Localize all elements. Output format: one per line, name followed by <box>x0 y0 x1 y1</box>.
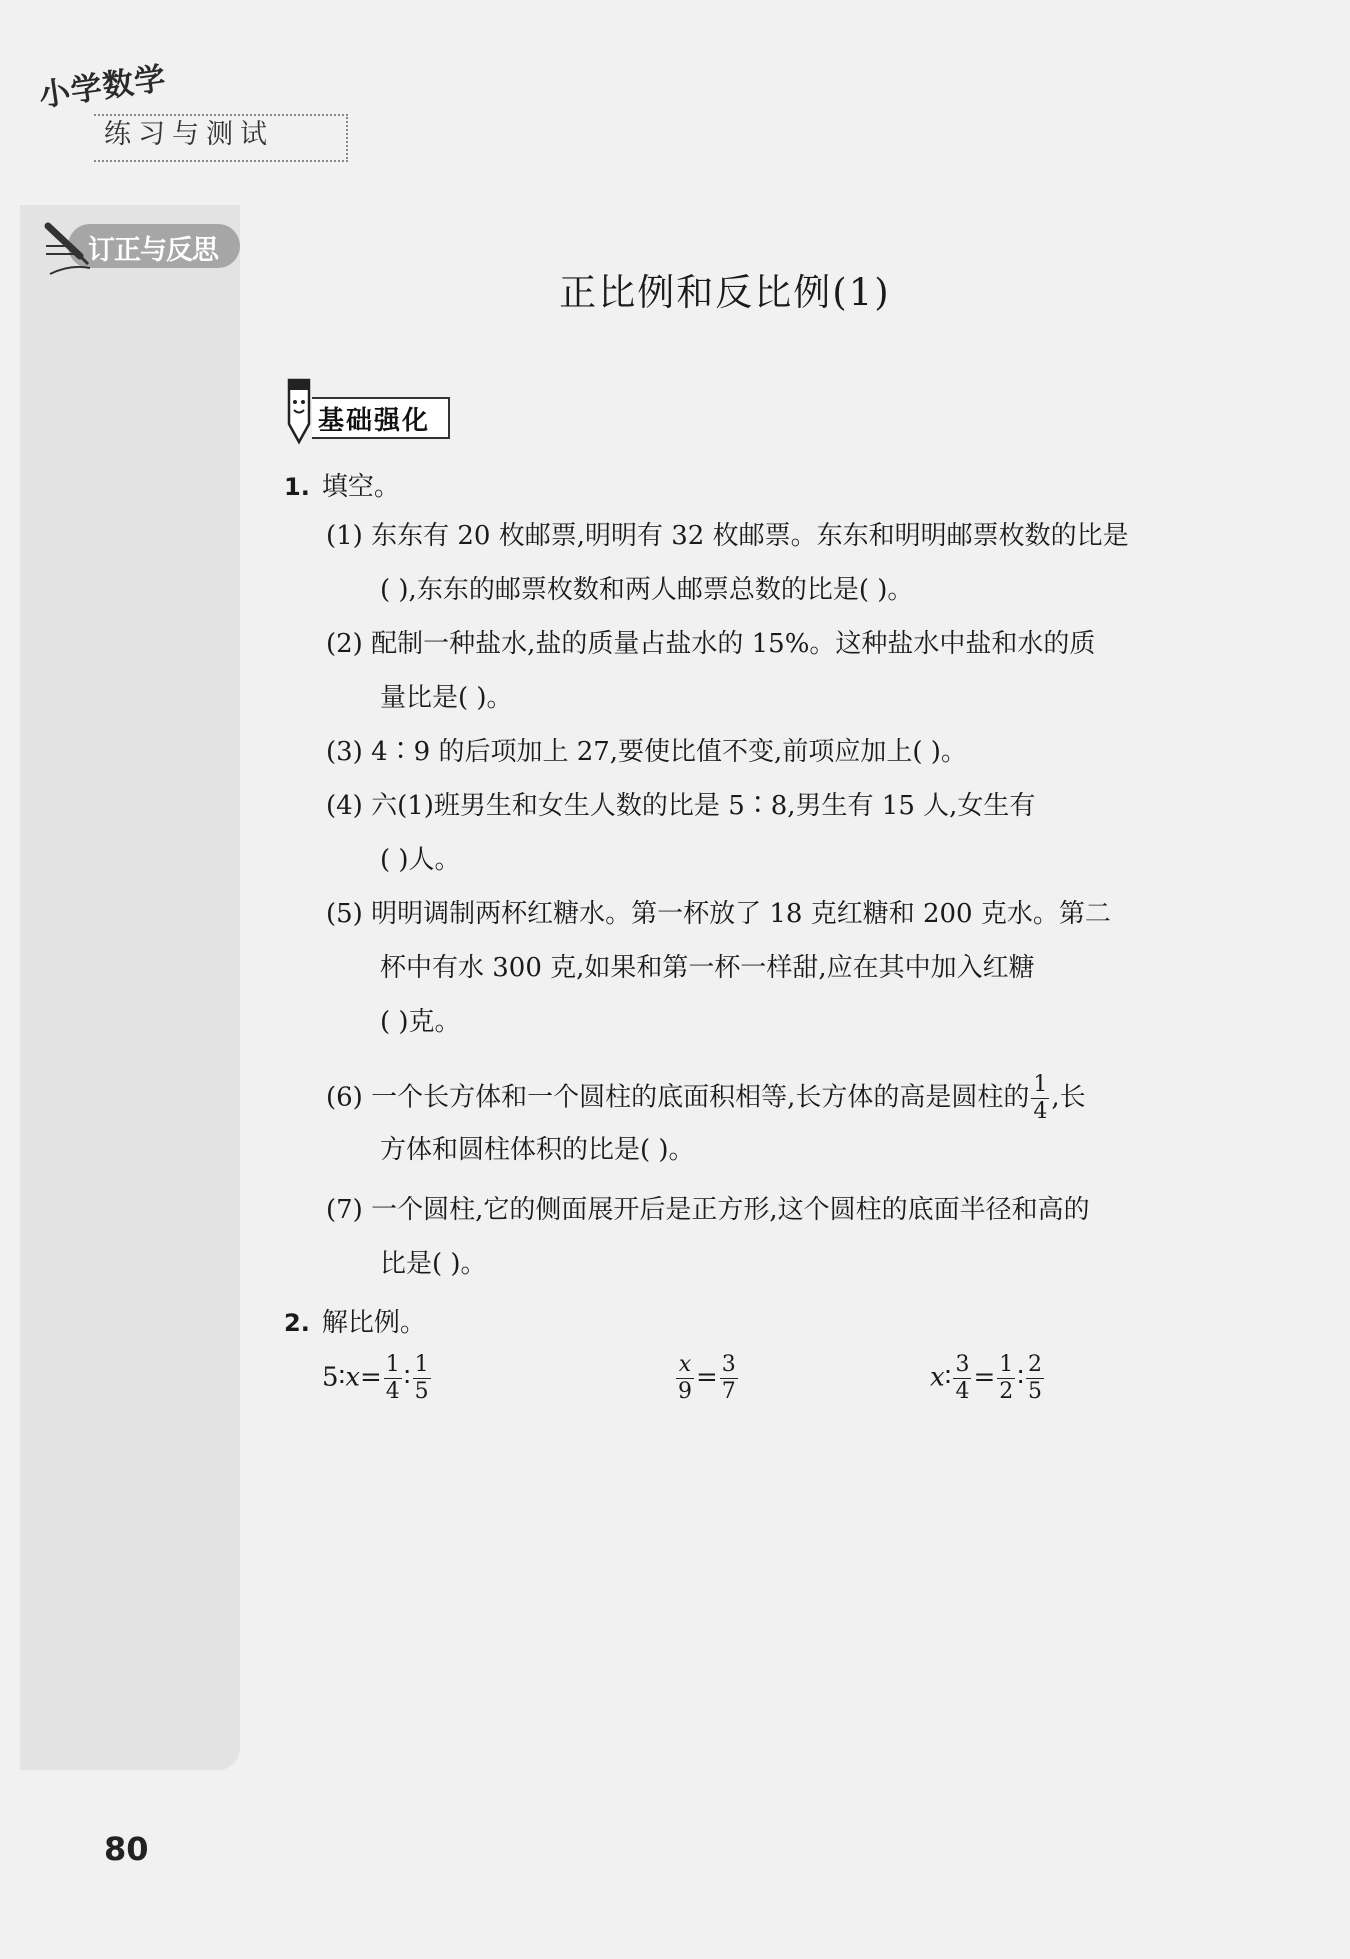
fraction-denominator: 5 <box>414 1379 429 1404</box>
eq-colon: ∶ <box>403 1362 411 1393</box>
fraction <box>384 1352 402 1405</box>
fraction-denominator: 2 <box>999 1379 1014 1404</box>
fraction-denominator: 7 <box>721 1379 736 1404</box>
question-2-title: 解比例。 <box>321 1308 426 1338</box>
eq-variable: x <box>930 1362 945 1393</box>
q1-line: (7) 一个圆柱,它的侧面展开后是正方形,这个圆柱的底面半径和高的 <box>326 1195 1090 1225</box>
q1-line: ( ),东东的邮票枚数和两人邮票总数的比是( )。 <box>380 575 914 605</box>
q1-line: 杯中有水 300 克,如果和第一杯一样甜,应在其中加入红糖 <box>380 953 1035 983</box>
fraction-denominator: 9 <box>678 1379 692 1404</box>
q1-line: (1) 东东有 20 枚邮票,明明有 32 枚邮票。东东和明明邮票枚数的比是 <box>326 521 1129 551</box>
eq-term: 5 <box>322 1362 339 1393</box>
eq-equals: = <box>973 1362 996 1393</box>
q1-line: 量比是( )。 <box>380 683 513 713</box>
reflection-sidebar <box>20 205 240 1770</box>
eq-colon: ∶ <box>338 1362 346 1393</box>
q1-line-text: (6) 一个长方体和一个圆柱的底面积相等,长方体的高是圆柱的 <box>326 1082 1030 1113</box>
fraction <box>676 1352 694 1405</box>
fraction <box>1031 1072 1049 1125</box>
question-2-number: 2. <box>284 1309 310 1337</box>
question-1-title: 填空。 <box>321 472 400 502</box>
question-1-heading <box>284 466 400 503</box>
fraction-numerator: x <box>676 1352 694 1379</box>
fraction-denominator: 4 <box>955 1379 970 1404</box>
q1-line: (5) 明明调制两杯红糖水。第一杯放了 18 克红糖和 200 克水。第二 <box>326 899 1111 929</box>
fraction-numerator: 3 <box>955 1352 970 1377</box>
fraction <box>1026 1352 1044 1405</box>
q1-line-with-fraction <box>326 1072 1176 1125</box>
fraction-numerator: 1 <box>385 1352 400 1377</box>
eq-colon: ∶ <box>1017 1362 1025 1393</box>
fraction-numerator: 2 <box>1028 1352 1043 1377</box>
fraction-numerator: 1 <box>999 1352 1014 1377</box>
q1-line: (3) 4∶9 的后项加上 27,要使比值不变,前项应加上( )。 <box>326 737 967 767</box>
question-1-number: 1. <box>284 473 310 501</box>
equation-2 <box>674 1352 740 1405</box>
fraction-numerator: 3 <box>721 1352 736 1377</box>
q1-line: (2) 配制一种盐水,盐的质量占盐水的 15%。这种盐水中盐和水的质 <box>326 629 1096 659</box>
book-title: 小学数学 <box>36 60 169 115</box>
fraction-numerator: 1 <box>414 1352 429 1377</box>
eq-equals: = <box>696 1362 718 1393</box>
page-title: 正比例和反比例(1) <box>559 271 891 314</box>
eq-variable: x <box>345 1362 360 1393</box>
section-label: 基础强化 <box>318 406 431 436</box>
fraction-numerator: 1 <box>1033 1072 1048 1097</box>
q1-line: 比是( )。 <box>380 1249 487 1279</box>
question-2-heading <box>284 1302 426 1339</box>
fraction <box>997 1352 1015 1405</box>
fraction <box>413 1352 431 1405</box>
book-subtitle: 练习与测试 <box>104 119 274 150</box>
reflection-tag-label: 订正与反思 <box>88 235 218 266</box>
fraction-denominator: 4 <box>1033 1099 1048 1124</box>
page-number: 80 <box>104 1830 149 1868</box>
q1-line: (4) 六(1)班男生和女生人数的比是 5∶8,男生有 15 人,女生有 <box>326 791 1036 821</box>
q1-line: 方体和圆柱体积的比是( )。 <box>380 1135 695 1165</box>
eq-colon: ∶ <box>944 1362 952 1393</box>
q1-line: ( )克。 <box>380 1007 461 1037</box>
equation-1 <box>322 1352 433 1405</box>
fraction-denominator: 5 <box>1028 1379 1043 1404</box>
q1-line-text: ,长 <box>1051 1082 1086 1113</box>
fraction <box>953 1352 971 1405</box>
q1-line: ( )人。 <box>380 845 461 875</box>
eq-equals: = <box>360 1362 382 1393</box>
fraction-denominator: 4 <box>385 1379 400 1404</box>
fraction <box>720 1352 738 1405</box>
equation-3 <box>930 1352 1046 1405</box>
